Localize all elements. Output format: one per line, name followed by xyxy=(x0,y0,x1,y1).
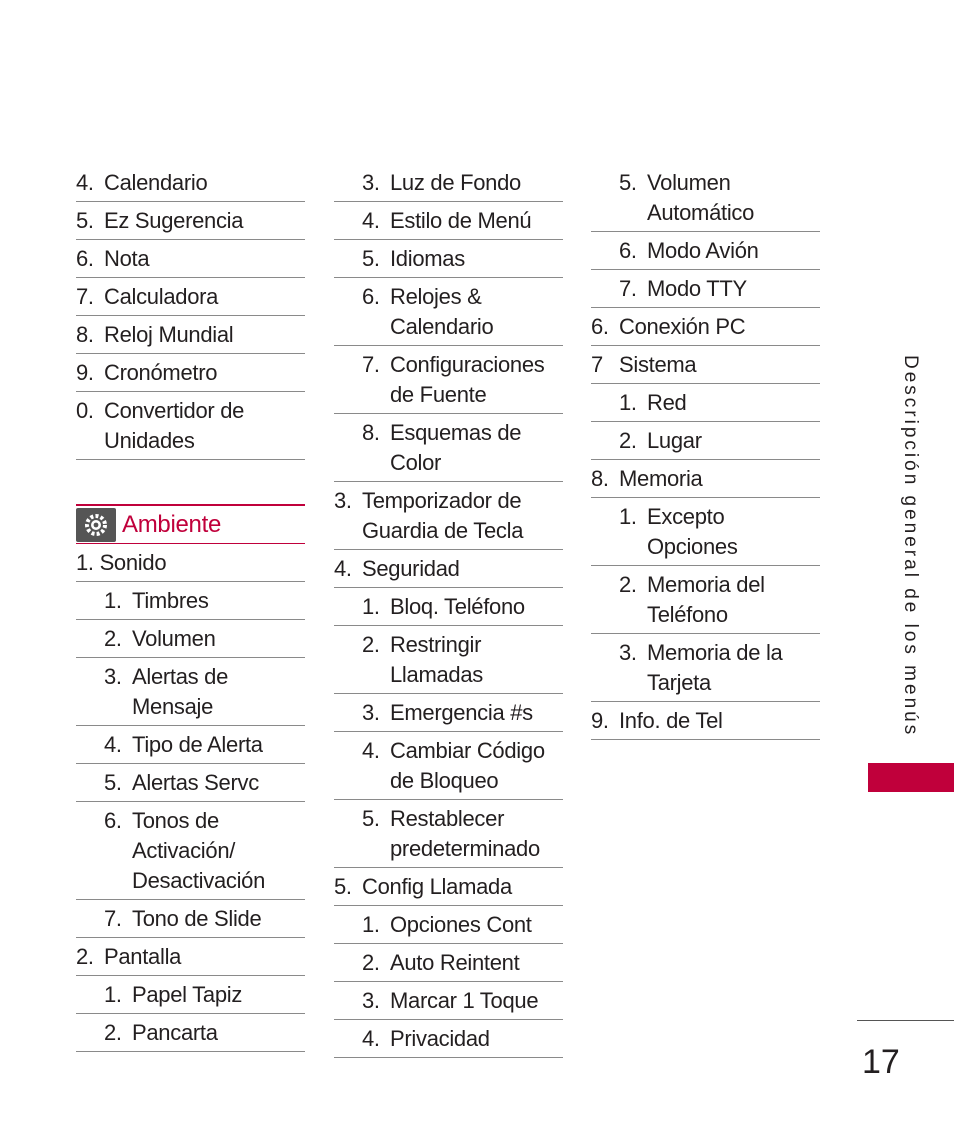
section-tab-marker xyxy=(868,763,954,792)
menu-item-number: 9. xyxy=(591,708,609,733)
menu-item-label: Seguridad xyxy=(362,556,460,581)
menu-item-label: Memoria de la Tarjeta xyxy=(647,640,783,695)
menu-item-label: Temporizador de Guardia de Tecla xyxy=(362,488,524,543)
menu-item xyxy=(76,620,305,658)
menu-item xyxy=(334,1020,563,1058)
menu-item xyxy=(334,202,563,240)
menu-item xyxy=(76,900,305,938)
menu-item-number: 8. xyxy=(76,322,94,347)
menu-item xyxy=(76,240,305,278)
menu-item-label: Luz de Fondo xyxy=(390,170,521,195)
menu-item xyxy=(76,164,305,202)
menu-item-number: 1. xyxy=(362,912,380,937)
menu-item xyxy=(591,308,820,346)
menu-item-number: 5. xyxy=(76,208,94,233)
menu-item-label: Reloj Mundial xyxy=(104,322,234,347)
menu-item xyxy=(334,982,563,1020)
menu-item xyxy=(591,460,820,498)
menu-item xyxy=(76,354,305,392)
menu-item-label: Sonido xyxy=(99,550,167,575)
menu-item-number: 3. xyxy=(619,640,637,665)
menu-item-number: 1. xyxy=(619,390,637,415)
menu-item xyxy=(334,346,563,414)
menu-item-label: Configuraciones de Fuente xyxy=(390,352,545,407)
menu-item-label: Lugar xyxy=(647,428,702,453)
menu-item-number: 2. xyxy=(362,632,380,657)
menu-item xyxy=(334,626,563,694)
menu-item-number: 2. xyxy=(362,950,380,975)
menu-item-number: 8. xyxy=(362,420,380,445)
menu-item xyxy=(76,544,305,582)
menu-item-number: 1. xyxy=(619,504,637,529)
section-title: Ambiente xyxy=(122,510,221,538)
menu-item xyxy=(591,566,820,634)
menu-item-number: 4. xyxy=(362,738,380,763)
menu-item xyxy=(591,164,820,232)
menu-item-label: Estilo de Menú xyxy=(390,208,532,233)
menu-item-label: Cambiar Código de Bloqueo xyxy=(390,738,545,793)
menu-item-label: Modo Avión xyxy=(647,238,759,263)
menu-item-number: 1. xyxy=(104,982,122,1007)
menu-item-label: Convertidor de Unidades xyxy=(104,398,245,453)
menu-item xyxy=(334,414,563,482)
menu-item xyxy=(334,482,563,550)
menu-item xyxy=(334,906,563,944)
menu-item-label: Tonos de Activación/ Desactivación xyxy=(132,808,266,893)
column-3 xyxy=(591,164,820,740)
menu-item-number: 3. xyxy=(104,664,122,689)
menu-item-number: 6. xyxy=(76,246,94,271)
menu-item-number: 4. xyxy=(76,170,94,195)
menu-item xyxy=(591,702,820,740)
menu-item-number: 2. xyxy=(619,572,637,597)
menu-item-label: Tono de Slide xyxy=(132,906,262,931)
menu-item-label: Restablecer predeterminado xyxy=(390,806,540,861)
menu-item xyxy=(591,232,820,270)
menu-item-number: 4. xyxy=(362,208,380,233)
menu-item xyxy=(334,800,563,868)
menu-item-label: Tipo de Alerta xyxy=(132,732,263,757)
menu-item xyxy=(591,270,820,308)
menu-item-label: Alertas de Mensaje xyxy=(132,664,229,719)
menu-item-label: Emergencia #s xyxy=(390,700,533,725)
menu-item xyxy=(76,1014,305,1052)
menu-item-label: Auto Reintent xyxy=(390,950,520,975)
menu-item xyxy=(334,164,563,202)
menu-item xyxy=(334,944,563,982)
menu-item-number: 2. xyxy=(619,428,637,453)
menu-item-label: Marcar 1 Toque xyxy=(390,988,539,1013)
menu-item xyxy=(591,346,820,384)
menu-item-number: 7. xyxy=(76,284,94,309)
menu-item-number: 4. xyxy=(334,556,352,581)
menu-item xyxy=(334,550,563,588)
menu-item xyxy=(334,240,563,278)
column-2 xyxy=(334,164,563,1058)
menu-item-label: Papel Tapiz xyxy=(132,982,243,1007)
menu-item xyxy=(334,694,563,732)
menu-item-number: 7 xyxy=(591,352,603,377)
menu-item xyxy=(334,732,563,800)
menu-item-number: 7. xyxy=(619,276,637,301)
page-rule xyxy=(857,1020,954,1021)
menu-item xyxy=(591,498,820,566)
column-1 xyxy=(76,164,305,1052)
menu-item xyxy=(334,588,563,626)
menu-item xyxy=(334,278,563,346)
menu-item-number: 3. xyxy=(334,488,352,513)
menu-item xyxy=(76,278,305,316)
menu-item-label: Nota xyxy=(104,246,150,271)
side-label-text: Descripción general de los menús xyxy=(900,355,921,738)
menu-item-number: 5. xyxy=(619,170,637,195)
menu-item-number: 4. xyxy=(362,1026,380,1051)
menu-item-label: Memoria xyxy=(619,466,703,491)
menu-item xyxy=(591,422,820,460)
section-header-ambiente xyxy=(76,504,305,544)
gear-icon xyxy=(76,508,116,542)
menu-item-number: 1. xyxy=(104,588,122,613)
menu-item-label: Modo TTY xyxy=(647,276,747,301)
menu-item-number: 6. xyxy=(362,284,380,309)
menu-item-number: 6. xyxy=(619,238,637,263)
menu-item xyxy=(591,634,820,702)
menu-item xyxy=(334,868,563,906)
menu-item-label: Volumen xyxy=(132,626,216,651)
side-section-label xyxy=(895,355,925,755)
menu-item-label: Excepto Opciones xyxy=(647,504,738,559)
menu-item xyxy=(76,316,305,354)
menu-item-label: Red xyxy=(647,390,687,415)
menu-item-number: 8. xyxy=(591,466,609,491)
menu-item-label: Relojes & Calendario xyxy=(390,284,494,339)
menu-item-number: 6. xyxy=(591,314,609,339)
menu-item-label: Config Llamada xyxy=(362,874,512,899)
menu-item-number: 0. xyxy=(76,398,94,423)
menu-item-number: 3. xyxy=(362,700,380,725)
menu-item-number: 1. xyxy=(76,550,100,575)
menu-item-number: 5. xyxy=(334,874,352,899)
menu-item-number: 2. xyxy=(104,626,122,651)
menu-item-label: Info. de Tel xyxy=(619,708,723,733)
menu-item-label: Pancarta xyxy=(132,1020,218,1045)
menu-item-number: 2. xyxy=(104,1020,122,1045)
menu-item-label: Opciones Cont xyxy=(390,912,532,937)
menu-item-label: Pantalla xyxy=(104,944,182,969)
menu-item-label: Cronómetro xyxy=(104,360,218,385)
menu-item xyxy=(591,384,820,422)
menu-item-label: Esquemas de Color xyxy=(390,420,522,475)
menu-item-label: Calendario xyxy=(104,170,208,195)
menu-item-label: Conexión PC xyxy=(619,314,746,339)
menu-item xyxy=(76,582,305,620)
menu-item-number: 5. xyxy=(362,806,380,831)
menu-item-number: 6. xyxy=(104,808,122,833)
menu-list-top xyxy=(76,164,305,460)
page-number: 17 xyxy=(862,1043,900,1081)
menu-item-number: 2. xyxy=(76,944,94,969)
menu-list-bottom xyxy=(76,544,305,1052)
menu-item-label: Volumen Automático xyxy=(647,170,755,225)
menu-item-label: Bloq. Teléfono xyxy=(390,594,525,619)
menu-item-label: Ez Sugerencia xyxy=(104,208,244,233)
menu-item xyxy=(76,658,305,726)
menu-item xyxy=(76,802,305,900)
menu-item-number: 9. xyxy=(76,360,94,385)
menu-item xyxy=(76,202,305,240)
menu-item-number: 3. xyxy=(362,988,380,1013)
menu-item-label: Alertas Servc xyxy=(132,770,259,795)
menu-item xyxy=(76,976,305,1014)
menu-item-number: 3. xyxy=(362,170,380,195)
menu-item-number: 7. xyxy=(104,906,122,931)
menu-item xyxy=(76,392,305,460)
menu-item xyxy=(76,764,305,802)
menu-item-label: Calculadora xyxy=(104,284,219,309)
menu-item-label: Restringir Llamadas xyxy=(390,632,483,687)
menu-item-number: 5. xyxy=(104,770,122,795)
menu-item-label: Idiomas xyxy=(390,246,465,271)
menu-item xyxy=(76,726,305,764)
menu-item xyxy=(76,938,305,976)
menu-item-label: Timbres xyxy=(132,588,209,613)
menu-item-label: Privacidad xyxy=(390,1026,490,1051)
menu-item-label: Sistema xyxy=(619,352,697,377)
menu-item-number: 7. xyxy=(362,352,380,377)
menu-item-label: Memoria del Teléfono xyxy=(647,572,765,627)
menu-item-number: 5. xyxy=(362,246,380,271)
menu-item-number: 4. xyxy=(104,732,122,757)
menu-item-number: 1. xyxy=(362,594,380,619)
